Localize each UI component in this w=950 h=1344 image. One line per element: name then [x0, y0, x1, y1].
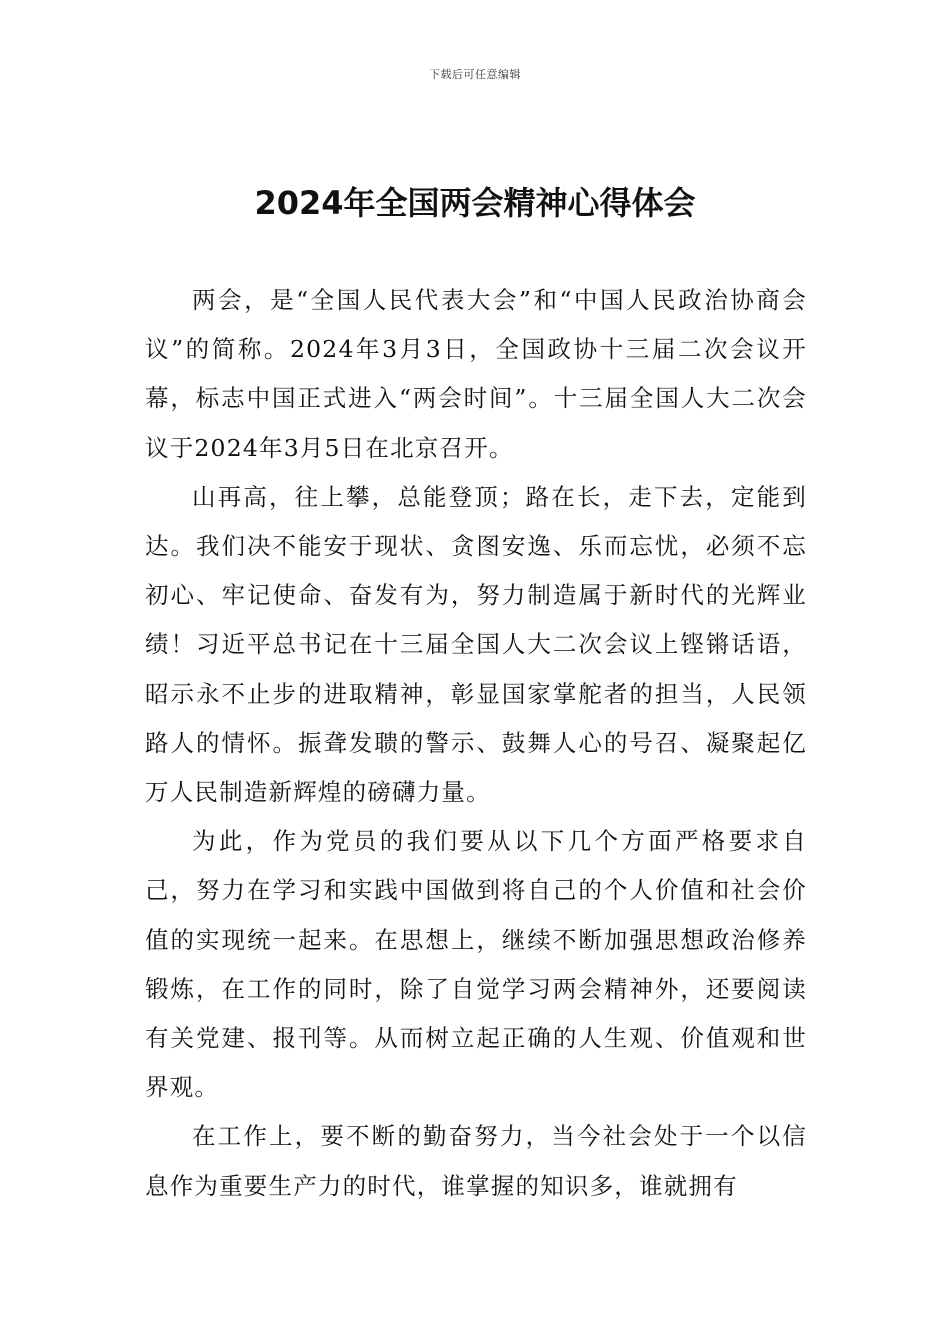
- paragraph: 两会，是“全国人民代表大会”和“中国人民政治协商会议”的简称。2024年3月3日，全国政协十三届二次会议开幕，标志中国正式进入“两会时间”。十三届全国人大二次会议于2024年3月5日在北京召开。: [145, 286, 807, 462]
- header-note: 下载后可任意编辑: [429, 68, 521, 81]
- document-body: [145, 276, 807, 1211]
- paragraph: 在工作上，要不断的勤奋努力，当今社会处于一个以信息作为重要生产力的时代，谁掌握的知识多，谁就拥有: [145, 1122, 807, 1200]
- document-title: 2024年全国两会精神心得体会: [254, 184, 696, 222]
- paragraph: 为此，作为党员的我们要从以下几个方面严格要求自己，努力在学习和实践中国做到将自己的个人价值和社会价值的实现统一起来。在思想上，继续不断加强思想政治修养锻炼，在工作的同时，除了自觉学习两会精神外，还要阅读有关党建、报刊等。从而树立起正确的人生观、价值观和世界观。: [145, 827, 807, 1102]
- paragraph: 山再高，往上攀，总能登顶；路在长，走下去，定能到达。我们决不能安于现状、贪图安逸、乐而忘忧，必须不忘初心、牢记使命、奋发有为，努力制造属于新时代的光辉业绩！习近平总书记在十三届全国人大二次会议上铿锵话语，昭示永不止步的进取精神，彰显国家掌舵者的担当，人民领路人的情怀。振聋发聩的警示、鼓舞人心的号召、凝聚起亿万人民制造新辉煌的磅礴力量。: [145, 482, 807, 807]
